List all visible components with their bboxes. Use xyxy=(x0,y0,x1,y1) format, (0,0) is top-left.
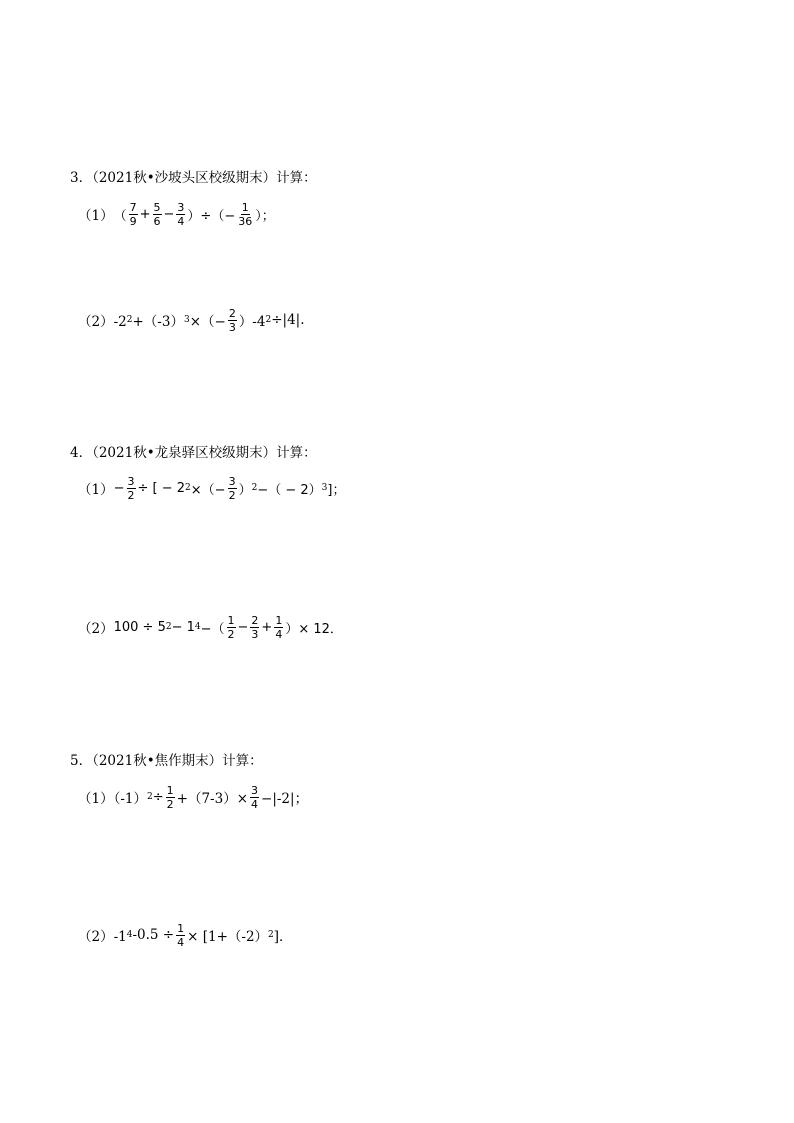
question-5-header: 5．（2021秋•焦作期末）计算： xyxy=(70,753,263,769)
operator: + xyxy=(139,206,151,222)
part-label: （2） xyxy=(78,621,114,637)
question-4-part-2: （2） 100 ÷ 5 2 − 1 4 −（ $\frac{1}{2}$ − $\frac{2}{3}$ + $\frac{1}{4}$ ）× 12． xyxy=(78,613,343,641)
denominator: 2 xyxy=(228,488,236,502)
denominator: 9 xyxy=(129,214,137,228)
question-5-part-2: （2）-1 4 -0.5 ÷ $\frac{1}{4}$ × [1+（-2） 2 ]． xyxy=(78,921,293,949)
question-3-header: 3．（2021秋•沙坡头区校级期末）计算： xyxy=(70,170,317,186)
expression-text: ]； xyxy=(327,482,346,498)
expression-text: ） xyxy=(238,482,252,498)
denominator: 6 xyxy=(153,214,161,228)
denominator: 4 xyxy=(177,214,185,228)
expression-text: ]． xyxy=(273,929,293,945)
fraction xyxy=(129,201,138,228)
part-label: （2）-1 xyxy=(78,929,127,945)
operator: ÷ xyxy=(152,789,164,805)
expression-text: ）； xyxy=(255,208,275,224)
expression-text: ）÷（− xyxy=(187,208,236,224)
question-3-part-2: （2）-2 2 +（-3） 3 ×（− $\frac{2}{3}$ ）-4 2 ÷|4|. xyxy=(78,306,305,334)
expression-text: ×（− xyxy=(190,482,226,498)
numerator: 2 xyxy=(251,613,259,627)
part-label: （2）-2 xyxy=(78,314,127,330)
expression-text: × [1+（-2） xyxy=(187,929,269,945)
paren-open: （ xyxy=(113,208,127,224)
numerator: 3 xyxy=(251,783,259,797)
expression-text: ）× 12． xyxy=(285,621,343,637)
numerator: 5 xyxy=(153,200,161,214)
fraction xyxy=(250,614,259,641)
operator: − xyxy=(113,480,125,496)
expression-text: ）-4 xyxy=(238,314,266,330)
numerator: 3 xyxy=(177,200,185,214)
expression-text: +（-3） xyxy=(132,314,184,330)
question-4-header: 4．（2021秋•龙泉驿区校级期末）计算： xyxy=(70,445,317,461)
fraction xyxy=(250,784,259,811)
expression-text: +（7-3）× xyxy=(176,791,249,807)
fraction xyxy=(153,201,162,228)
operator: + xyxy=(261,619,273,635)
fraction xyxy=(228,307,237,334)
numerator: 2 xyxy=(228,306,236,320)
denominator: 4 xyxy=(177,935,185,949)
operator: − xyxy=(163,206,175,222)
fraction xyxy=(227,614,236,641)
numerator: 3 xyxy=(127,474,135,488)
operator: − xyxy=(237,619,249,635)
expression-text: 100 ÷ 5 xyxy=(113,619,166,635)
numerator: 1 xyxy=(275,613,283,627)
denominator: 2 xyxy=(227,627,235,641)
denominator: 4 xyxy=(251,797,259,811)
expression-text: ×（− xyxy=(189,314,226,330)
expression-text: −|-2|； xyxy=(261,791,309,807)
denominator: 36 xyxy=(238,214,253,228)
expression-text: − 1 xyxy=(171,619,195,635)
expression-text: −（ xyxy=(200,621,225,637)
numerator: 1 xyxy=(166,783,174,797)
fraction xyxy=(176,922,185,949)
question-5-part-1: （1）（-1） 2 ÷ $\frac{1}{2}$ +（7-3）× $\frac{3}{4}$ −|-2|； xyxy=(78,783,309,811)
numerator: 7 xyxy=(129,200,137,214)
denominator: 2 xyxy=(127,488,135,502)
expression-text: -0.5 ÷ xyxy=(132,927,175,943)
expression-text: −（ − 2） xyxy=(257,482,322,498)
denominator: 3 xyxy=(228,320,236,334)
part-label: （1） xyxy=(78,482,114,498)
denominator: 4 xyxy=(275,627,283,641)
numerator: 1 xyxy=(177,921,185,935)
part-label: （1） xyxy=(78,208,114,224)
question-4-part-1: （1） − $\frac{3}{2}$ ÷ [ − 2 2 ×（− $\frac{3}{2}$ ） 2 −（ − 2） 3 ]； xyxy=(78,474,346,502)
fraction xyxy=(237,201,253,228)
fraction xyxy=(166,784,175,811)
numerator: 1 xyxy=(241,200,249,214)
expression-text: ÷ [ − 2 xyxy=(137,480,186,496)
numerator: 1 xyxy=(227,613,235,627)
expression-text: ÷|4|. xyxy=(271,312,305,328)
denominator: 2 xyxy=(166,797,174,811)
fraction xyxy=(274,614,283,641)
fraction xyxy=(176,201,185,228)
part-label: （1）（-1） xyxy=(78,791,147,807)
fraction xyxy=(127,475,136,502)
denominator: 3 xyxy=(251,627,259,641)
fraction xyxy=(228,475,237,502)
question-3-part-1 xyxy=(78,192,275,236)
numerator: 3 xyxy=(228,474,236,488)
